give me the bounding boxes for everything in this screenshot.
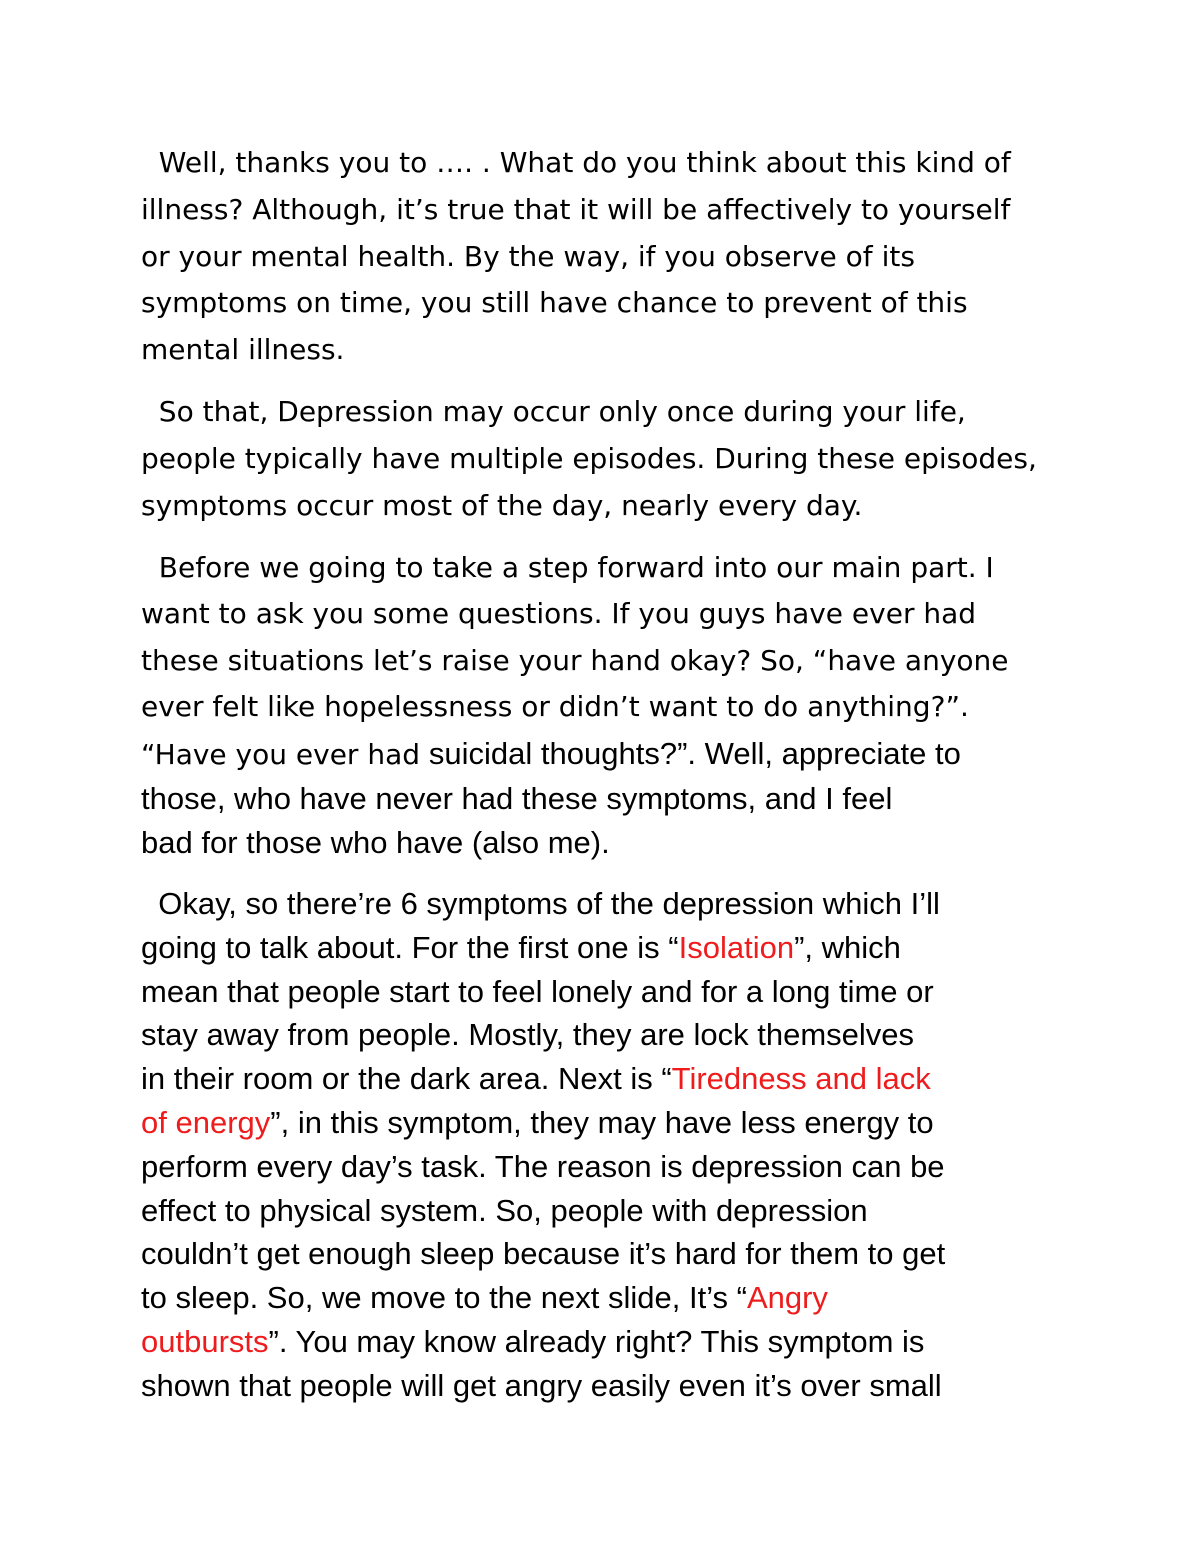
highlight-isolation: Isolation bbox=[678, 930, 795, 965]
highlight-of-energy: of energy bbox=[141, 1105, 271, 1140]
highlight-angry: Angry bbox=[746, 1280, 828, 1315]
p2-line-1: So that, Depression may occur only once during your life, bbox=[141, 395, 966, 428]
p1-line-3: or your mental health. By the way, if you observe of its bbox=[141, 240, 915, 273]
p3-line-1: Before we going to take a step forward into our main part. I bbox=[141, 551, 994, 584]
p1-line-4: symptoms on time, you still have chance to prevent of this bbox=[141, 286, 968, 319]
p3-line-7: bad for those who have (also me). bbox=[141, 825, 610, 860]
p4-line-5-text: in their room or the dark area. Next is “ bbox=[141, 1061, 672, 1096]
p4-line-12: shown that people will get angry easily even it’s over small bbox=[141, 1368, 942, 1403]
p1-line-1: Well, thanks you to …. . What do you think about this kind of bbox=[141, 146, 1011, 179]
p2-line-3: symptoms occur most of the day, nearly every day. bbox=[141, 489, 863, 522]
p4-line-2-tail: ”, which bbox=[794, 930, 901, 965]
p4-line-7: perform every day’s task. The reason is depression can be bbox=[141, 1149, 945, 1184]
p3-line-5 bbox=[141, 736, 961, 773]
p1-line-5: mental illness. bbox=[141, 333, 345, 366]
p4-line-8: effect to physical system. So, people with depression bbox=[141, 1193, 868, 1228]
p3-line-5-arial: suicidal thoughts?”. Well, appreciate to bbox=[428, 736, 961, 771]
p3-line-2: want to ask you some questions. If you guys have ever had bbox=[141, 597, 977, 630]
p4-line-10-text: to sleep. So, we move to the next slide, It’s “ bbox=[141, 1280, 747, 1315]
p4-line-9: couldn’t get enough sleep because it’s hard for them to get bbox=[141, 1236, 946, 1271]
highlight-tiredness: Tiredness and lack bbox=[671, 1061, 931, 1096]
p4-line-3: mean that people start to feel lonely and for a long time or bbox=[141, 974, 934, 1009]
p4-line-6-tail: ”, in this symptom, they may have less energy to bbox=[270, 1105, 934, 1140]
p3-line-5-calibri: “Have you ever had bbox=[141, 738, 429, 771]
p4-line-6 bbox=[141, 1105, 934, 1141]
p4-line-5 bbox=[141, 1061, 931, 1097]
p3-line-3: these situations let’s raise your hand okay? So, “have anyone bbox=[141, 644, 1009, 677]
p4-line-10 bbox=[141, 1280, 828, 1316]
p4-line-1: Okay, so there’re 6 symptoms of the depression which I’ll bbox=[141, 886, 940, 921]
p3-line-4: ever felt like hopelessness or didn’t want to do anything?”. bbox=[141, 690, 969, 723]
p1-line-2: illness? Although, it’s true that it will be affectively to yourself bbox=[141, 193, 1011, 226]
highlight-outbursts: outbursts bbox=[141, 1324, 269, 1359]
p4-line-2 bbox=[141, 930, 901, 966]
p4-line-11-tail: ”. You may know already right? This symptom is bbox=[268, 1324, 925, 1359]
p4-line-11 bbox=[141, 1324, 924, 1360]
p3-line-6: those, who have never had these symptoms, and I feel bbox=[141, 781, 893, 816]
p2-line-2: people typically have multiple episodes. During these episodes, bbox=[141, 442, 1037, 475]
p4-line-2-text: going to talk about. For the first one is “ bbox=[141, 930, 679, 965]
p4-line-4: stay away from people. Mostly, they are lock themselves bbox=[141, 1017, 915, 1052]
